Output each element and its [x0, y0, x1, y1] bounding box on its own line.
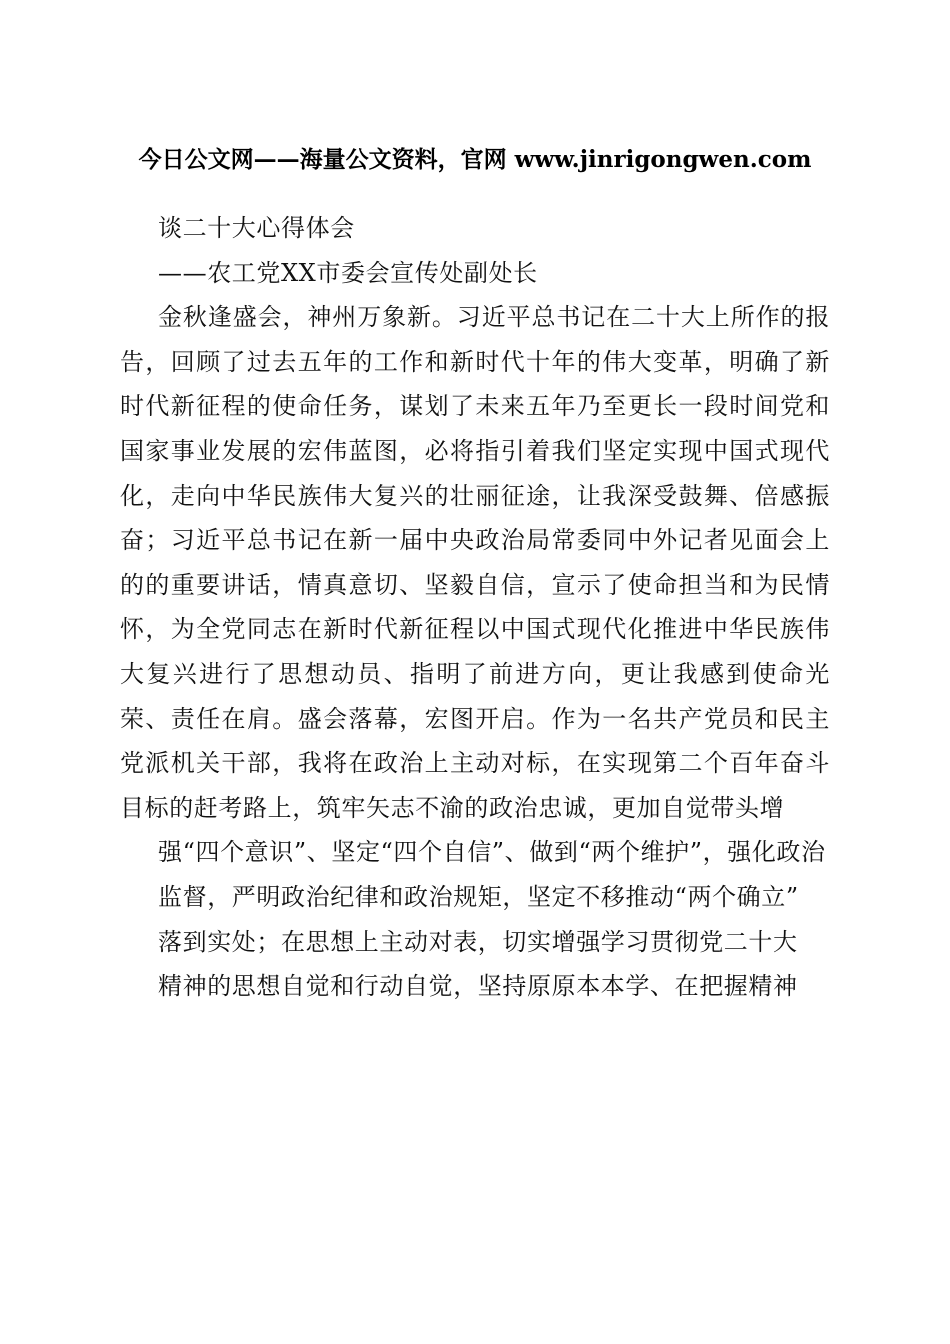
body-paragraph: 金秋逢盛会，神州万象新。习近平总书记在二十大上所作的报告，回顾了过去五年的工作和新时代十年的伟大变革，明确了新时代新征程的使命任务，谋划了未来五年乃至更长一段时间党和国家事业发展的宏伟蓝图，必将指引着我们坚定实现中国式现代化，走向中华民族伟大复兴的壮丽征途，让我深受鼓舞、倍感振奋；习近平总书记在新一届中央政治局常委同中外记者见面会上的的重要讲话，情真意切、坚毅自信，宣示了使命担当和为民情怀，为全党同志在新时代新征程以中国式现代化推进中华民族伟大复兴进行了思想动员、指明了前进方向，更让我感到使命光荣、责任在肩。盛会落幕，宏图开启。作为一名共产党员和民主党派机关干部，我将在政治上主动对标，在实现第二个百年奋斗目标的赶考路上，筑牢矢志不渝的政治忠诚，更加自觉带头增: [120, 303, 830, 822]
body-paragraph: 强“四个意识”、坚定“四个自信”、做到“两个维护”，强化政治: [158, 838, 826, 867]
site-header-banner: 今日公文网——海量公文资料，官网 www.jinrigongwen.com: [138, 146, 812, 173]
document-body: [120, 206, 830, 1009]
body-paragraph: 落到实处；在思想上主动对表，切实增强学习贯彻党二十大: [158, 927, 798, 956]
body-paragraph: 监督，严明政治纪律和政治规矩，坚定不移推动“两个确立”: [158, 882, 799, 911]
document-author-line: ——农工党XX市委会宣传处副处长: [158, 258, 538, 287]
document-title: 谈二十大心得体会: [158, 214, 355, 242]
body-paragraph: 精神的思想自觉和行动自觉，坚持原原本本学、在把握精神: [158, 972, 798, 1001]
